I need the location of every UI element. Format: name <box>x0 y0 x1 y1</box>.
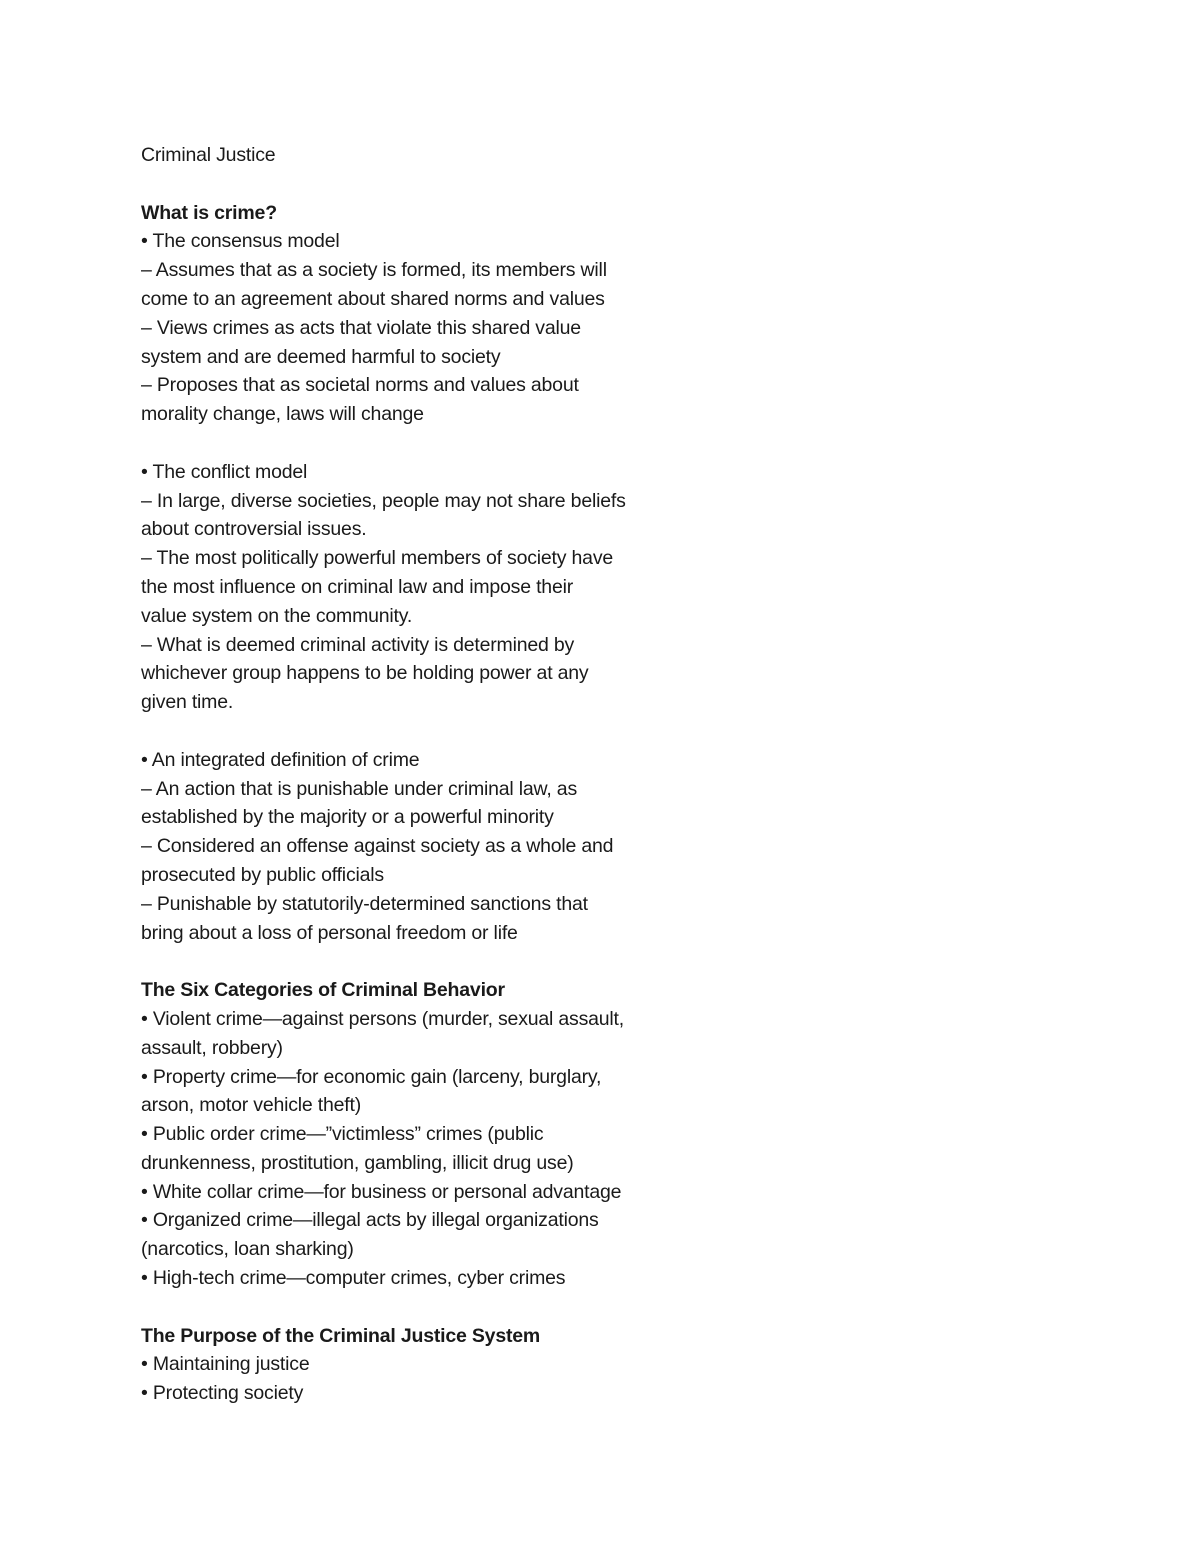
sub-item: bring about a loss of personal freedom or life <box>141 921 518 944</box>
bullet-item: • Maintaining justice <box>141 1353 310 1376</box>
bullet-item: • Property crime—for economic gain (larceny, burglary, <box>141 1065 602 1088</box>
bullet-item: • Public order crime—”victimless” crimes (public <box>141 1123 544 1146</box>
sub-item: – An action that is punishable under criminal law, as <box>141 777 577 800</box>
sub-item: – Considered an offense against society as a whole and <box>141 835 614 858</box>
bullet-continuation: (narcotics, loan sharking) <box>141 1238 354 1261</box>
section-heading: The Six Categories of Criminal Behavior <box>141 979 505 1002</box>
sub-item: – Assumes that as a society is formed, its members will <box>141 259 607 282</box>
bullet-continuation: drunkenness, prostitution, gambling, illicit drug use) <box>141 1151 574 1174</box>
sub-item: – What is deemed criminal activity is determined by <box>141 633 575 656</box>
section-heading: What is crime? <box>141 201 277 224</box>
sub-item: prosecuted by public officials <box>141 863 384 886</box>
bullet-item: • The conflict model <box>141 460 308 483</box>
bullet-item: • White collar crime—for business or personal advantage <box>141 1180 622 1203</box>
sub-item: given time. <box>141 691 234 714</box>
sub-item: system and are deemed harmful to society <box>141 345 501 368</box>
bullet-item: • The consensus model <box>141 230 340 253</box>
sub-item: whichever group happens to be holding power at any <box>141 662 589 685</box>
bullet-continuation: assault, robbery) <box>141 1036 283 1059</box>
sub-item: – In large, diverse societies, people may not share beliefs <box>141 489 626 512</box>
spacer <box>141 429 741 458</box>
spacer <box>141 717 741 746</box>
sub-item: about controversial issues. <box>141 518 367 541</box>
sub-item: – The most politically powerful members of society have <box>141 547 614 570</box>
bullet-continuation: arson, motor vehicle theft) <box>141 1094 362 1117</box>
spacer <box>141 170 741 199</box>
spacer <box>141 1293 741 1322</box>
bullet-item: • An integrated definition of crime <box>141 748 420 771</box>
document-title: Criminal Justice <box>141 144 276 166</box>
sub-item: – Views crimes as acts that violate this shared value <box>141 316 581 339</box>
sub-item: the most influence on criminal law and impose their <box>141 575 574 598</box>
sub-item: established by the majority or a powerful minority <box>141 806 554 829</box>
sub-item: come to an agreement about shared norms and values <box>141 287 605 310</box>
sub-item: value system on the community. <box>141 604 413 627</box>
bullet-item: • Organized crime—illegal acts by illegal organizations <box>141 1209 599 1232</box>
spacer <box>141 947 741 976</box>
sub-item: morality change, laws will change <box>141 403 424 426</box>
section-heading: The Purpose of the Criminal Justice System <box>141 1324 541 1347</box>
document-body <box>141 141 741 1408</box>
sub-item: – Punishable by statutorily-determined sanctions that <box>141 892 588 915</box>
bullet-item: • High-tech crime—computer crimes, cyber crimes <box>141 1267 566 1290</box>
bullet-item: • Violent crime—against persons (murder, sexual assault, <box>141 1007 624 1030</box>
sub-item: – Proposes that as societal norms and values about <box>141 374 579 397</box>
bullet-item: • Protecting society <box>141 1382 304 1405</box>
